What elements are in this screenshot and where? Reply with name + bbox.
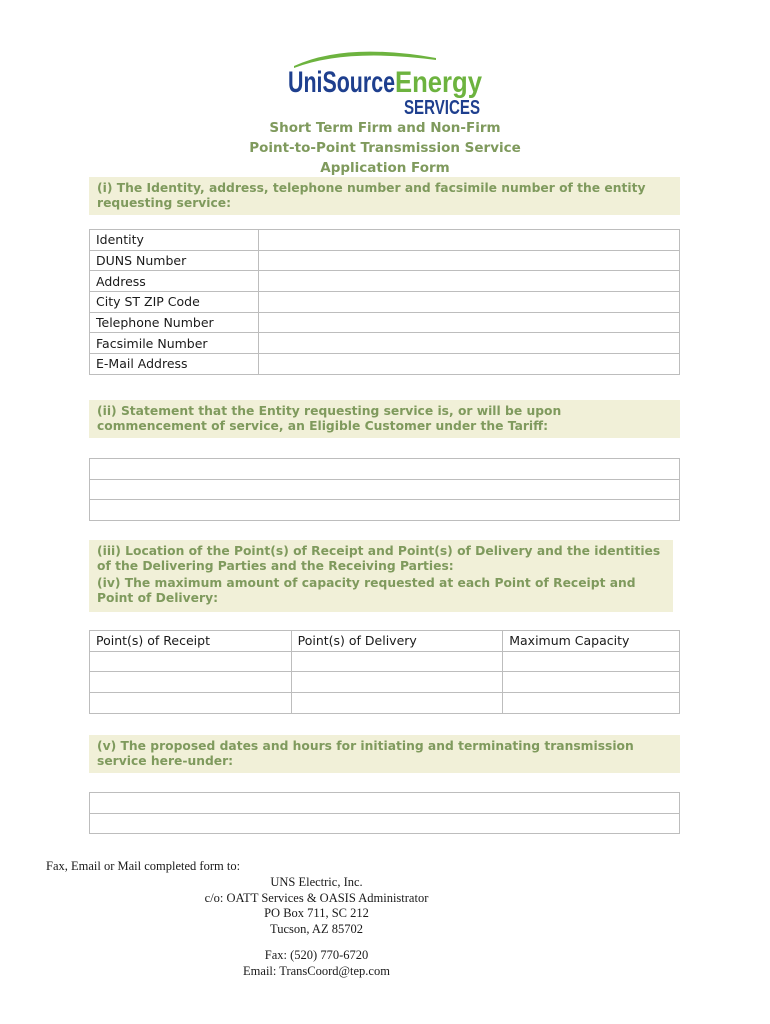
table-row (90, 459, 680, 480)
table-header-row (90, 631, 680, 652)
facsimile-number-label: Facsimile Number (90, 333, 259, 354)
address-input[interactable] (258, 271, 679, 292)
column-header-delivery: Point(s) of Delivery (291, 631, 503, 652)
column-header-receipt: Point(s) of Receipt (90, 631, 292, 652)
po-box: PO Box 711, SC 212 (264, 906, 369, 920)
table-row (90, 693, 680, 714)
table-row (90, 250, 680, 271)
mailing-address (0, 875, 633, 937)
table-row (90, 651, 680, 672)
telephone-number-input[interactable] (258, 312, 679, 333)
capacity-input[interactable] (503, 651, 680, 672)
fax-number: Fax: (520) 770-6720 (264, 948, 369, 962)
table-row (90, 793, 680, 814)
dates-input-1[interactable] (90, 793, 680, 814)
dates-table (89, 792, 680, 834)
form-title-line1: Short Term Firm and Non-Firm (269, 120, 501, 136)
mail-instruction: Fax, Email or Mail completed form to: (46, 859, 241, 873)
table-row (90, 312, 680, 333)
delivery-input[interactable] (291, 693, 503, 714)
email-address-label: E-Mail Address (90, 354, 259, 375)
identity-input[interactable] (258, 230, 679, 251)
unisource-energy-logo (286, 46, 486, 118)
table-row (90, 479, 680, 500)
capacity-input[interactable] (503, 693, 680, 714)
contact-info (0, 948, 633, 979)
points-table (89, 630, 680, 714)
section-iii-iv-heading (89, 540, 673, 612)
eligibility-table (89, 458, 680, 521)
logo-brand-part2: Energy (395, 66, 483, 99)
city-st-zip-input[interactable] (258, 292, 679, 313)
table-row (90, 333, 680, 354)
section-v-heading: (v) The proposed dates and hours for initiating and terminating transmission service here-under: (89, 735, 680, 773)
capacity-input[interactable] (503, 672, 680, 693)
column-header-capacity: Maximum Capacity (503, 631, 680, 652)
form-title-line2: Point-to-Point Transmission Service (249, 140, 521, 156)
table-row (90, 500, 680, 521)
eligibility-input-1[interactable] (90, 459, 680, 480)
eligibility-input-3[interactable] (90, 500, 680, 521)
email-address-input[interactable] (258, 354, 679, 375)
section-iv-heading: (iv) The maximum amount of capacity requested at each Point of Receipt and Point of Delivery: (97, 576, 636, 605)
duns-number-input[interactable] (258, 250, 679, 271)
section-iii-heading: (iii) Location of the Point(s) of Receipt and Point(s) of Delivery and the identities of the Delivering Parties and the Receiving Parties: (97, 544, 661, 573)
section-ii-heading: (ii) Statement that the Entity requesting service is, or will be upon commencement of service, an Eligible Customer under the Tariff: (89, 400, 680, 438)
table-row (90, 672, 680, 693)
receipt-input[interactable] (90, 651, 292, 672)
table-row (90, 813, 680, 834)
logo-brand-part1: UniSource (288, 66, 395, 99)
facsimile-number-input[interactable] (258, 333, 679, 354)
section-i-heading: (i) The Identity, address, telephone number and facsimile number of the entity requesting service: (89, 177, 680, 215)
delivery-input[interactable] (291, 672, 503, 693)
form-title-line3: Application Form (320, 160, 450, 176)
email-address: Email: TransCoord@tep.com (243, 963, 390, 978)
address-label: Address (90, 271, 259, 292)
table-row (90, 292, 680, 313)
receipt-input[interactable] (90, 672, 292, 693)
identity-label: Identity (90, 230, 259, 251)
company-name: UNS Electric, Inc. (270, 875, 363, 889)
logo-services: SERVICES (404, 97, 480, 118)
duns-number-label: DUNS Number (90, 250, 259, 271)
table-row (90, 271, 680, 292)
attention-line: c/o: OATT Services & OASIS Administrator (204, 890, 429, 905)
identity-table (89, 229, 680, 375)
eligibility-input-2[interactable] (90, 479, 680, 500)
dates-input-2[interactable] (90, 813, 680, 834)
table-row (90, 354, 680, 375)
city-st-zip-label: City ST ZIP Code (90, 292, 259, 313)
telephone-number-label: Telephone Number (90, 312, 259, 333)
table-row (90, 230, 680, 251)
receipt-input[interactable] (90, 693, 292, 714)
delivery-input[interactable] (291, 651, 503, 672)
city-state-zip: Tucson, AZ 85702 (270, 921, 363, 936)
